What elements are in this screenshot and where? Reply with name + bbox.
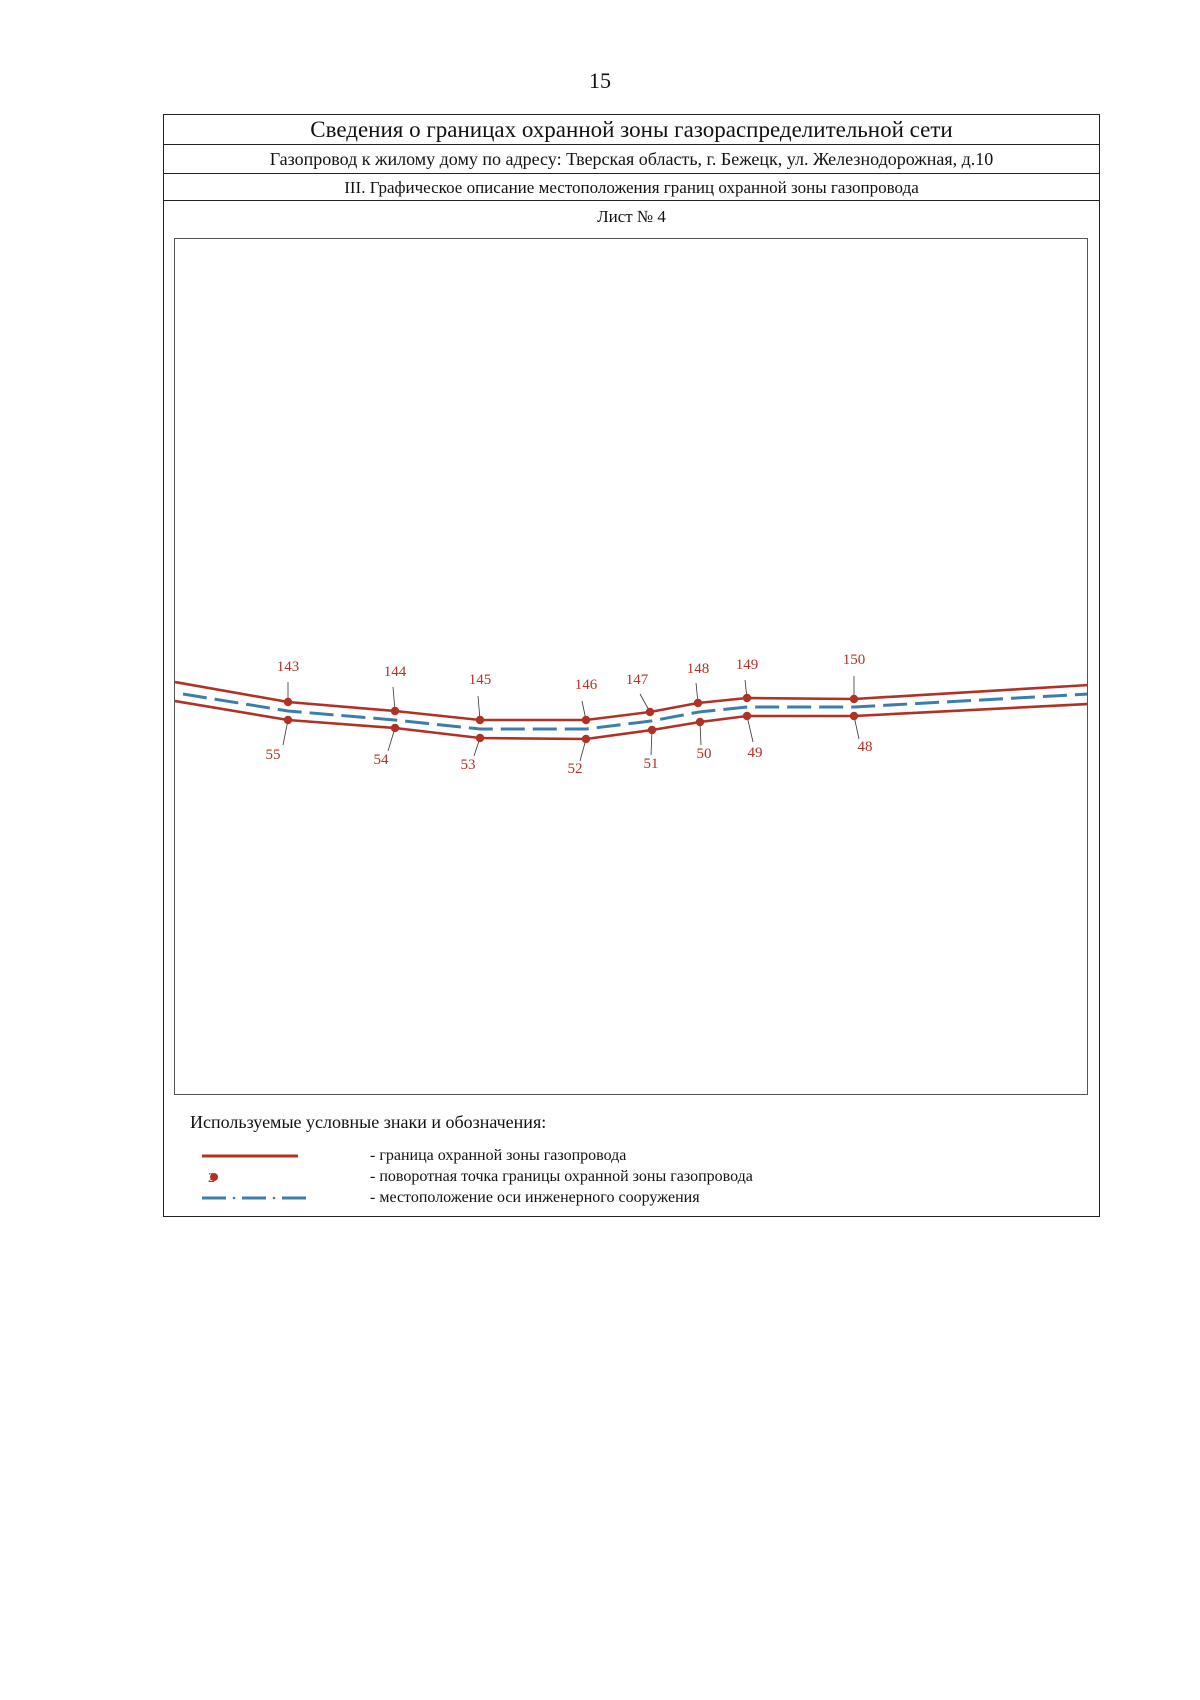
upper-turn-point [850, 695, 858, 703]
lower-point-label: 49 [747, 745, 763, 761]
upper-turn-point [646, 708, 654, 716]
lower-turn-point [850, 712, 858, 720]
legend-text-axis: - местоположение оси инженерного сооружения [370, 1189, 700, 1206]
upper-point-label: 147 [625, 672, 649, 688]
upper-point-label: 144 [383, 664, 407, 680]
axis-line-symbol [202, 1188, 312, 1208]
upper-turn-point [391, 707, 399, 715]
legend-title: Используемые условные знаки и обозначения: [190, 1112, 547, 1132]
page-number: 15 [589, 68, 611, 93]
lower-turn-point [284, 716, 292, 724]
turn-point-symbol [202, 1167, 312, 1187]
upper-turn-point [582, 716, 590, 724]
lower-point-label: 48 [857, 739, 873, 755]
lower-turn-point [648, 726, 656, 734]
legend-text-boundary: - граница охранной зоны газопровода [370, 1147, 627, 1164]
upper-point-label: 148 [686, 661, 710, 677]
lower-point-label: 55 [265, 747, 281, 763]
upper-turn-point [476, 716, 484, 724]
upper-turn-point [284, 698, 292, 706]
lower-point-label: 51 [643, 756, 659, 772]
lower-turn-point [582, 735, 590, 743]
map-svg [175, 239, 1088, 1095]
upper-turn-point [694, 699, 702, 707]
upper-point-label: 143 [276, 659, 300, 675]
object-description: Газопровод к жилому дому по адресу: Тверская область, г. Бежецк, ул. Железнодорожная, д.10 [164, 145, 1099, 174]
map-drawing [174, 238, 1088, 1095]
lower-point-label: 50 [696, 746, 712, 762]
upper-point-label: 149 [735, 657, 759, 673]
legend-item-turn-point [190, 1167, 1070, 1187]
upper-point-label: 145 [468, 672, 492, 688]
legend-item-axis [190, 1188, 1070, 1208]
legend-item-boundary [190, 1146, 1070, 1166]
section-title: III. Графическое описание местоположения границ охранной зоны газопровода [164, 174, 1099, 201]
lower-point-label: 54 [373, 752, 389, 768]
upper-turn-point [743, 694, 751, 702]
lower-turn-point [476, 734, 484, 742]
boundary-line-symbol [202, 1146, 312, 1166]
lower-turn-point [391, 724, 399, 732]
sheet-label: Лист № 4 [597, 207, 666, 226]
lower-point-label: 52 [567, 761, 583, 777]
lower-turn-point [743, 712, 751, 720]
document-frame [163, 114, 1100, 1217]
legend-sample-number: 2 [208, 1171, 215, 1186]
upper-point-label: 150 [842, 652, 866, 668]
legend-text-turn-point: - поворотная точка границы охранной зоны газопровода [370, 1168, 753, 1185]
lower-boundary-line [175, 701, 1088, 739]
lower-turn-point [696, 718, 704, 726]
document-title: Сведения о границах охранной зоны газораспределительной сети [164, 115, 1099, 145]
lower-point-label: 53 [460, 757, 476, 773]
upper-point-label: 146 [574, 677, 598, 693]
